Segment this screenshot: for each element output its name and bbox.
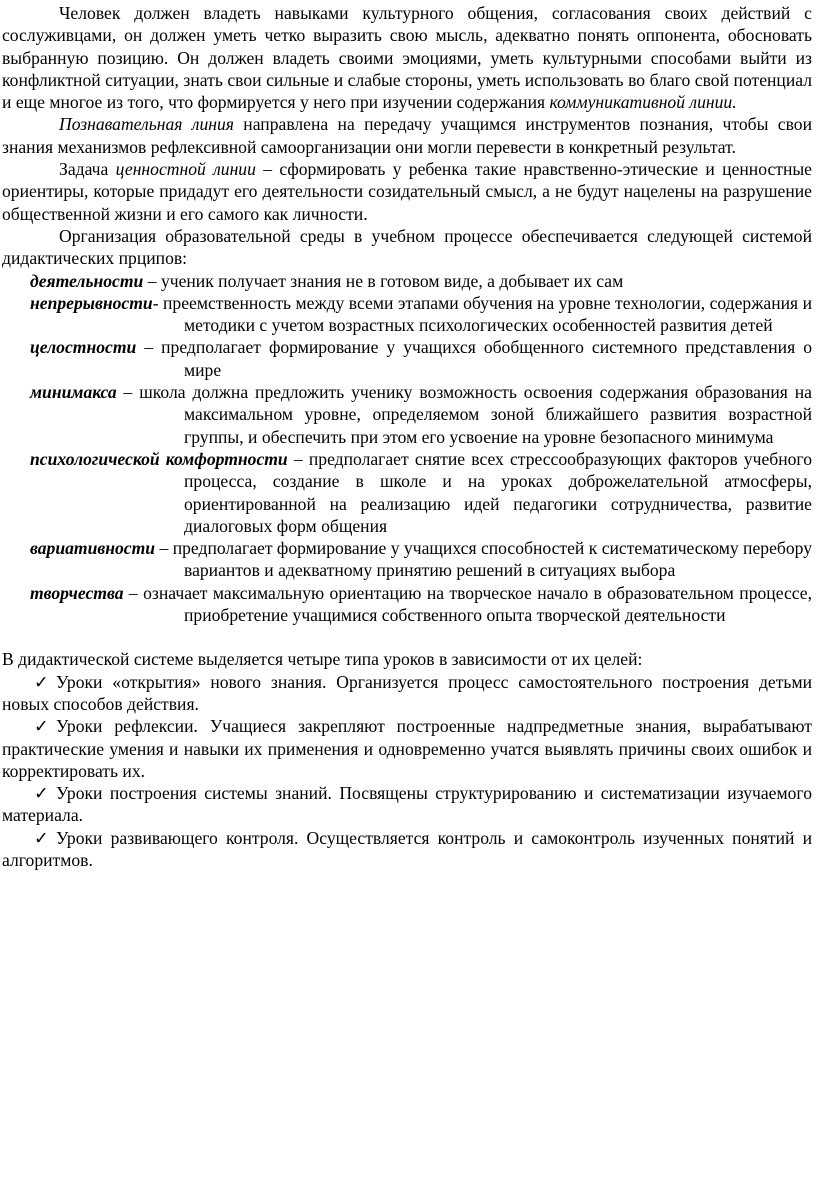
lesson-text: Уроки рефлексии. Учащиеся закрепляют построенные надпредметные знания, вырабатывают практические умения и навыки их применения и одновременно учатся выявлять причины своих ошибок и корректировать их. xyxy=(2,716,812,781)
communicative-line-term: коммуникативной линии. xyxy=(549,92,737,113)
principle-item xyxy=(2,270,812,292)
principle-term: творчества xyxy=(30,582,124,603)
lessons-list xyxy=(2,671,812,872)
principle-item xyxy=(2,292,812,337)
lesson-item xyxy=(2,782,812,827)
cognitive-line-term: Познавательная линия xyxy=(59,114,234,135)
lesson-text: Уроки «открытия» нового знания. Организуется процесс самостоятельного построения детьми новых способов действия. xyxy=(2,671,812,714)
principle-text: – ученик получает знания не в готовом виде, а добывает их сам xyxy=(143,270,624,291)
lesson-item xyxy=(2,827,812,872)
principle-term: минимакса xyxy=(30,382,117,403)
paragraph-text: Человек должен владеть навыками культурного общения, согласования своих действий с сослуживцами, он должен уметь четко выразить свою мысль, адекватно понять оппонента, обосновать выбранную позицию. Он должен владеть своими эмоциями, уметь культурными способами выйти из конфликтной ситуации, знать свои сильные и слабые стороны, уметь использовать во благо свой потенциал и еще многое из того, что формируется у него при изучении содержания xyxy=(2,3,812,113)
paragraph-cognitive xyxy=(2,113,812,158)
principle-item xyxy=(2,537,812,582)
principle-term: вариативности xyxy=(30,538,156,559)
principle-text: – означает максимальную ориентацию на творческое начало в образовательном процессе, приобретение учащимися собственного опыта творческой деятельности xyxy=(123,582,812,626)
principle-text: – предполагает формирование у учащихся обобщенного системного представления о мире xyxy=(136,337,812,380)
paragraph-text: – сформировать у ребенка такие нравственно-этические и ценностные ориентиры, которые придадут его деятельности созидательный смысл, а не будут нацелены на разрушение общественной жизни и его самого как личности. xyxy=(2,159,812,224)
principle-term: деятельности xyxy=(30,270,144,291)
principle-text: – предполагает снятие всех стрессообразующих факторов учебного процесса, создание в школе и на уроках доброжелательной атмосферы, ориентированной на реализацию идей педагогики сотрудничества, развитие диалоговых форм общения xyxy=(184,448,812,536)
paragraph-principles-intro xyxy=(2,225,812,270)
principle-term: целостности xyxy=(30,337,137,358)
principles-list xyxy=(2,270,812,627)
spacer xyxy=(2,626,812,648)
principle-item xyxy=(2,448,812,537)
checkmark-icon: ✓ xyxy=(34,827,49,848)
paragraph-value xyxy=(2,158,812,225)
principle-item xyxy=(2,582,812,627)
lesson-item xyxy=(2,715,812,782)
principle-text: – предполагает формирование у учащихся способностей к систематическому перебору вариантов и адекватному принятию решений в ситуациях выбора xyxy=(155,538,812,581)
principle-term: непрерывности xyxy=(30,292,153,313)
paragraph-text: направлена на передачу учащимся инструментов познания, чтобы свои знания механизмов рефлексивной самоорганизации они могли перевести в конкретный результат. xyxy=(2,114,812,157)
checkmark-icon: ✓ xyxy=(34,783,49,804)
paragraph-communicative xyxy=(2,2,812,113)
paragraph-text: Задача xyxy=(59,159,116,180)
paragraph-text: Организация образовательной среды в учебном процессе обеспечивается следующей системой дидактических прципов: xyxy=(2,225,812,269)
lesson-item xyxy=(2,671,812,716)
lesson-text: Уроки построения системы знаний. Посвящены структурированию и систематизации изучаемого материала. xyxy=(2,783,812,826)
principle-text: – школа должна предложить ученику возможность освоения содержания образования на максимальном уровне, определяемом зоной ближайшего развития возрастной группы, и обеспечить при этом его усвоение на уровне безопасного минимума xyxy=(116,382,812,447)
principle-term: психологической комфортности xyxy=(30,448,288,469)
principle-item xyxy=(2,381,812,448)
lessons-intro: В дидактической системе выделяется четыре типа уроков в зависимости от их целей: xyxy=(2,649,643,670)
checkmark-icon: ✓ xyxy=(34,671,49,692)
checkmark-icon: ✓ xyxy=(34,716,49,737)
principle-text: - преемственность между всеми этапами обучения на уровне технологии, содержания и методики с учетом возрастных психологических особенностей развития детей xyxy=(152,292,812,336)
principle-item xyxy=(2,336,812,381)
value-line-term: ценностной линии xyxy=(115,159,256,180)
lesson-text: Уроки развивающего контроля. Осуществляется контроль и самоконтроль изученных понятий и алгоритмов. xyxy=(2,827,812,870)
